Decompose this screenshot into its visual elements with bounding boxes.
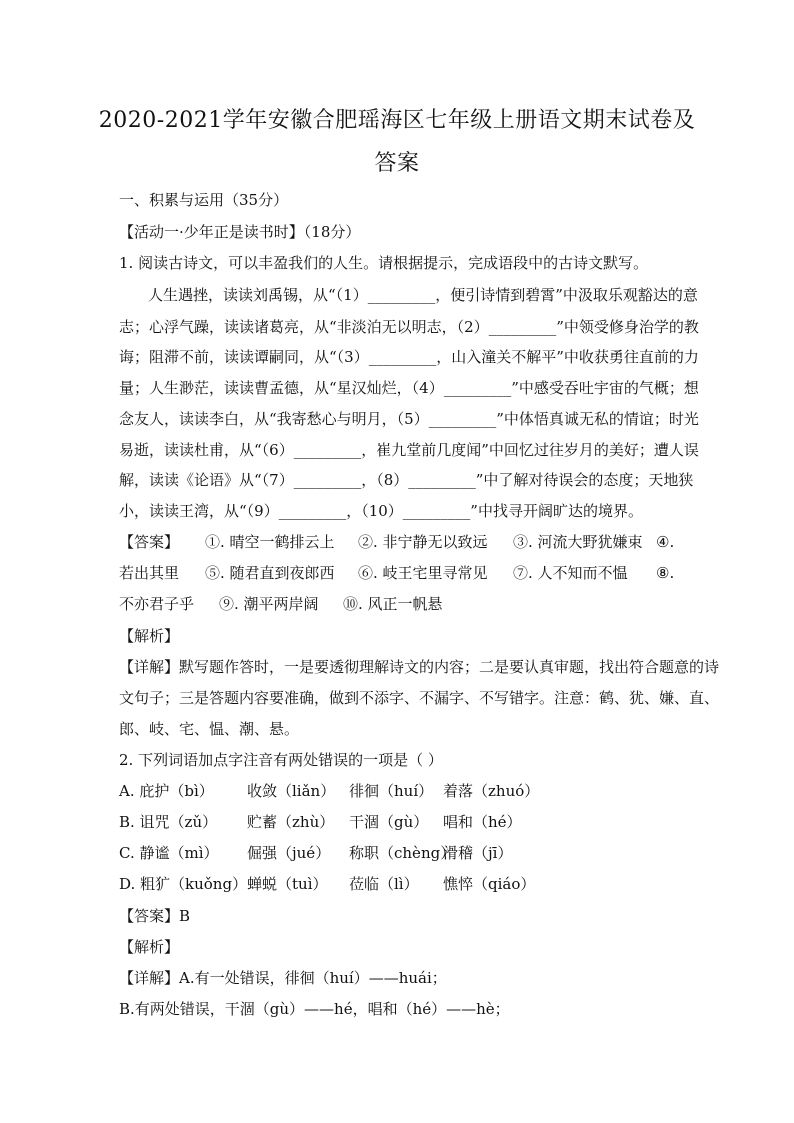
- doc-title-line1: 2020-2021学年安徽合肥瑶海区七年级上册语文期末试卷及: [98, 108, 696, 133]
- question-1-stem: 1. 阅读古诗文，可以丰盈我们的人生。请根据提示，完成语段中的古诗文默写。: [119, 254, 649, 272]
- answer-item: 不亦君子乎: [119, 595, 195, 613]
- q1-answer-row: [119, 593, 443, 614]
- option-word: 干涸（gù）: [349, 813, 429, 831]
- option-word: 徘徊（huí）: [349, 782, 434, 800]
- q2-detail-line: B.有两处错误，干涸（gù）——hé，唱和（hé）——hè；: [119, 1000, 510, 1018]
- option-word: 憔悴（qiáo）: [443, 875, 536, 893]
- answer-item: 若出其里: [119, 564, 180, 582]
- q1-paragraph-line: 志；心浮气躁，读读诸葛亮，从“非淡泊无以明志，（2）_________”中领受修身治学的教: [119, 318, 699, 336]
- q2-option-a: [119, 780, 539, 801]
- option-word: 唱和（hé）: [443, 813, 522, 831]
- q1-paragraph-line: 人生遇挫，读读刘禹锡，从“（1）_________，便引诗情到碧霄”中汲取乐观豁达的意: [148, 286, 698, 304]
- option-word: A. 庇护（bì）: [119, 782, 214, 800]
- q2-option-b: [119, 811, 522, 832]
- q2-answer: 【答案】B: [119, 907, 191, 925]
- answer-item: ⑨. 潮平两岸阔: [219, 595, 319, 613]
- q1-detail-line: 文句子；三是答题内容要准确，做到不添字、不漏字、不写错字。注意：鹤、犹、嫌、直、: [119, 689, 720, 707]
- q1-detail-line: 【详解】默写题作答时，一是要透彻理解诗文的内容；二是要认真审题，找出符合题意的诗: [119, 658, 720, 676]
- answer-item: ②. 非宁静无以致远: [358, 533, 488, 551]
- option-word: C. 静谧（mì）: [119, 844, 219, 862]
- q1-paragraph-line: 量；人生渺茫，读读曹孟德，从“星汉灿烂，（4）_________”中感受吞吐宇宙的气概；想: [119, 379, 699, 397]
- answer-item: ⑥. 岐王宅里寻常见: [358, 564, 488, 582]
- option-word: D. 粗犷（kuǒng）: [119, 875, 248, 893]
- option-word: 收敛（liǎn）: [247, 782, 336, 800]
- q1-paragraph-line: 诲；阻滞不前，读读谭嗣同，从“（3）_________，山入潼关不解平”中收获勇往直前的力: [119, 348, 699, 366]
- question-2-stem: 2. 下列词语加点字注音有两处错误的一项是（ ）: [119, 751, 443, 769]
- q1-paragraph-line: 易逝，读读杜甫，从“（6）_________，崔九堂前几度闻”中回忆过往岁月的美好；遭人误: [119, 441, 699, 459]
- q2-option-c: [119, 842, 512, 863]
- answer-item: ⑩. 风正一帆悬: [343, 595, 443, 613]
- analysis-label: 【解析】: [119, 627, 180, 645]
- activity-heading: 【活动一·少年正是读书时】（18分）: [119, 223, 361, 241]
- answer-item: ④.: [656, 533, 675, 551]
- option-word: 蝉蜕（tuì）: [247, 875, 328, 893]
- option-word: 着落（zhuó）: [443, 782, 540, 800]
- q2-option-d: [119, 873, 535, 894]
- option-word: 倔强（jué）: [247, 844, 331, 862]
- option-word: 称职（chèng）: [349, 844, 456, 862]
- q1-paragraph-line: 解，读读《论语》从“（7）_________，（8）_________”中了解对待误会的态度；天地狭: [119, 471, 694, 489]
- answer-item: ①. 晴空一鹤排云上: [205, 533, 335, 551]
- option-word: B. 诅咒（zǔ）: [119, 813, 218, 831]
- answer-item: ③. 河流大野犹嫌束: [513, 533, 643, 551]
- analysis-label: 【解析】: [119, 938, 180, 956]
- answer-item: ⑦. 人不知而不愠: [513, 564, 628, 582]
- q1-answer-row: [119, 562, 674, 583]
- answer-label: 【答案】: [119, 533, 180, 551]
- answer-item: ⑧.: [656, 564, 675, 582]
- q1-detail-line: 郎、岐、宅、愠、潮、悬。: [119, 720, 300, 738]
- q1-paragraph-line: 小，读读王湾，从“（9）_________，（10）_________”中找寻开阔旷达的境界。: [119, 502, 643, 520]
- q2-detail-line: 【详解】A.有一处错误，徘徊（huí）——huái；: [119, 969, 447, 987]
- option-word: 莅临（lì）: [349, 875, 419, 893]
- q1-answer-row: [119, 531, 674, 552]
- option-word: 贮蓄（zhù）: [247, 813, 335, 831]
- option-word: 滑稽（jī）: [443, 844, 513, 862]
- section-heading: 一、积累与运用（35分）: [119, 191, 289, 209]
- answer-item: ⑤. 随君直到夜郎西: [205, 564, 335, 582]
- doc-title-line2: 答案: [374, 151, 420, 176]
- q1-paragraph-line: 念友人，读读李白，从“我寄愁心与明月，（5）_________”中体悟真诚无私的情谊；时光: [119, 410, 699, 428]
